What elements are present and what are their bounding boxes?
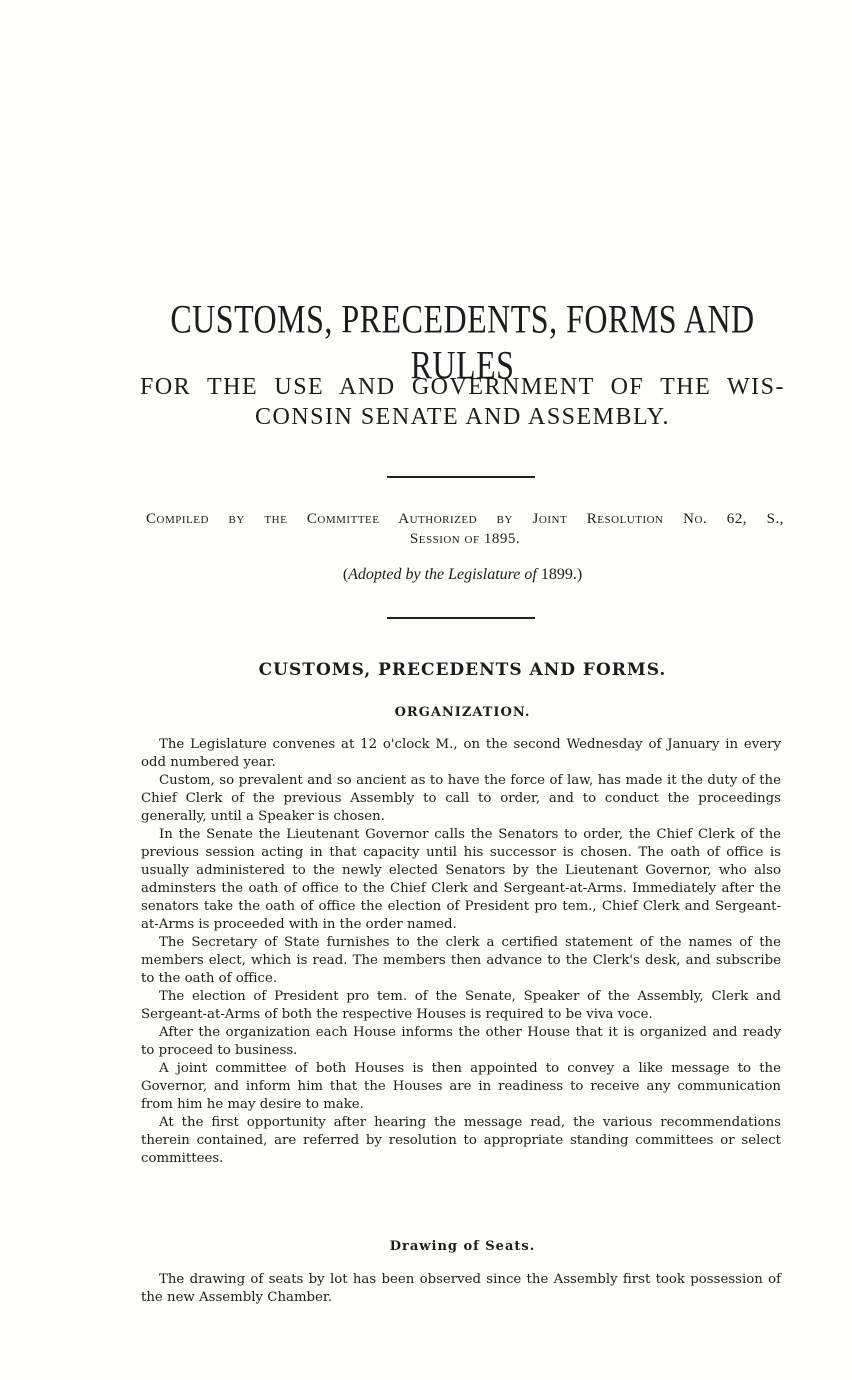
subtitle bbox=[140, 372, 785, 432]
adopted-italic: Adopted by the Legislature of bbox=[348, 566, 537, 583]
organization-heading: ORGANIZATION. bbox=[394, 705, 531, 720]
compiled-by-note bbox=[146, 509, 784, 549]
organization-paragraph: At the first opportunity after hearing the message read, the various recommendations therein contained, are referred by resolution to appropriate standing committees or select committees. bbox=[141, 1115, 781, 1166]
subtitle-line-1: FOR THE USE AND GOVERNMENT OF THE WIS- bbox=[140, 374, 785, 400]
drawing-of-seats-paragraph: The drawing of seats by lot has been observed since the Assembly first took possession of the new Assembly Chamber. bbox=[141, 1272, 781, 1305]
section-heading: CUSTOMS, PRECEDENTS AND FORMS. bbox=[258, 660, 667, 680]
drawing-of-seats-body bbox=[141, 1271, 781, 1307]
organization-paragraph: A joint committee of both Houses is then appointed to convey a like message to the Governor, and inform him that the Houses are in readiness to receive any communication from him he may desire to make. bbox=[141, 1061, 781, 1112]
adopted-note bbox=[140, 566, 785, 584]
adopted-year: 1899.) bbox=[536, 566, 583, 583]
organization-paragraph: The Secretary of State furnishes to the clerk a certified statement of the names of the members elect, which is read. The members then advance to the Clerk's desk, and subscribe to the oath of office. bbox=[141, 935, 781, 986]
organization-paragraph: In the Senate the Lieutenant Governor calls the Senators to order, the Chief Clerk of the previous session acting in that capacity until his successor is chosen. The oath of office is usually administered to the newly elected Senators by the Lieutenant Governor, who also adminsters the oath of office to the Chief Clerk and Sergeant-at-Arms. Immediately after the senators take the oath of office the election of President pro tem., Chief Clerk and Sergeant-at-Arms is proceeded with in the order named. bbox=[141, 827, 781, 932]
compiled-line-2: Session of 1895. bbox=[409, 531, 521, 547]
subtitle-line-2: CONSIN SENATE AND ASSEMBLY. bbox=[254, 404, 671, 430]
organization-paragraph: The election of President pro tem. of the Senate, Speaker of the Assembly, Clerk and Sergeant-at-Arms of both the respective Houses is required to be viva voce. bbox=[141, 989, 781, 1022]
organization-body bbox=[141, 736, 781, 1168]
compiled-line-1: Compiled by the Committee Authorized by Joint Resolution No. 62, S., bbox=[146, 511, 784, 527]
divider-rule-bottom bbox=[387, 617, 535, 619]
adopted-open: ( bbox=[342, 566, 349, 583]
organization-paragraph: After the organization each House informs the other House that it is organized and ready to proceed to business. bbox=[141, 1025, 781, 1058]
organization-paragraph: The Legislature convenes at 12 o'clock M., on the second Wednesday of January in every odd numbered year. bbox=[141, 737, 781, 770]
divider-rule-top bbox=[387, 476, 535, 478]
main-title: CUSTOMS, PRECEDENTS, FORMS AND RULES bbox=[170, 296, 755, 388]
drawing-of-seats-heading: Drawing of Seats. bbox=[389, 1239, 536, 1254]
organization-paragraph: Custom, so prevalent and so ancient as to have the force of law, has made it the duty of the Chief Clerk of the previous Assembly to call to order, and to conduct the proceedings generally, until a Speaker is chosen. bbox=[141, 773, 781, 824]
